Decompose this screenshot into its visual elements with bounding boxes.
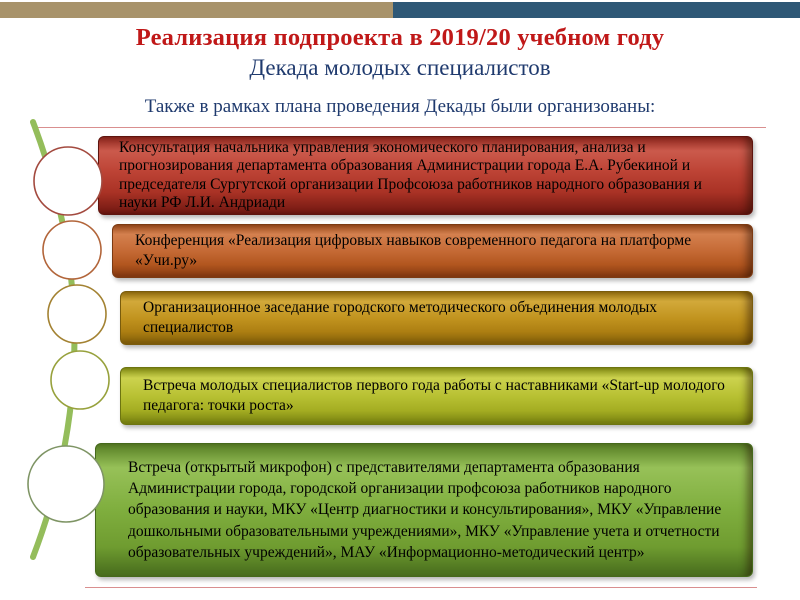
- vine-line: [33, 122, 75, 557]
- divider-line-top: [36, 127, 766, 128]
- list-item-text: Организационное заседание городского методического объединения молодых специалистов: [143, 298, 657, 336]
- milestone-circle-3: [48, 285, 106, 343]
- lead-in-text: Также в рамках плана проведения Декады были организованы:: [144, 96, 656, 117]
- list-item-mentors-meeting: [120, 367, 753, 425]
- milestone-circle-4: [51, 351, 109, 409]
- slide-subtitle: Декада молодых специалистов: [249, 55, 551, 80]
- list-item-consultation: [98, 136, 753, 215]
- list-item-text: Встреча (открытый микрофон) с представителями департамента образования Администрации города, городской организации профсоюза работников народного образования и науки, МКУ «Центр диагностики и консультирования», МКУ «Управление дошкольными образовательными учреждениями», МКУ «Управление учета и отчетности образовательных учреждений», МАУ «Информационно-методический центр»: [128, 459, 722, 561]
- milestone-circle-1: [34, 147, 102, 215]
- list-item-text: Консультация начальника управления экономического планирования, анализа и прогнозирования департамента образования Администрации города Е.А. Рубекиной и председателя Сургутской организации Профсоюза работников народного образования и науки РФ Л.И. Андриади: [119, 138, 702, 211]
- milestone-circle-5: [28, 446, 104, 522]
- top-accent-bar-tan: [0, 2, 393, 18]
- top-accent-bar-blue: [393, 2, 800, 18]
- list-item-org-meeting: [120, 291, 753, 345]
- list-item-text: Конференция «Реализация цифровых навыков современного педагога на платформе «Учи.ру»: [135, 231, 692, 269]
- milestone-circle-2: [43, 221, 101, 279]
- slide-title: Реализация подпроекта в 2019/20 учебном году: [135, 24, 665, 51]
- list-item-conference: [112, 224, 753, 278]
- divider-line-bottom: [85, 587, 757, 588]
- list-item-open-mic: [95, 443, 753, 577]
- list-item-text: Встреча молодых специалистов первого года работы с наставниками «Start-up молодого педагога: точки роста»: [143, 376, 725, 414]
